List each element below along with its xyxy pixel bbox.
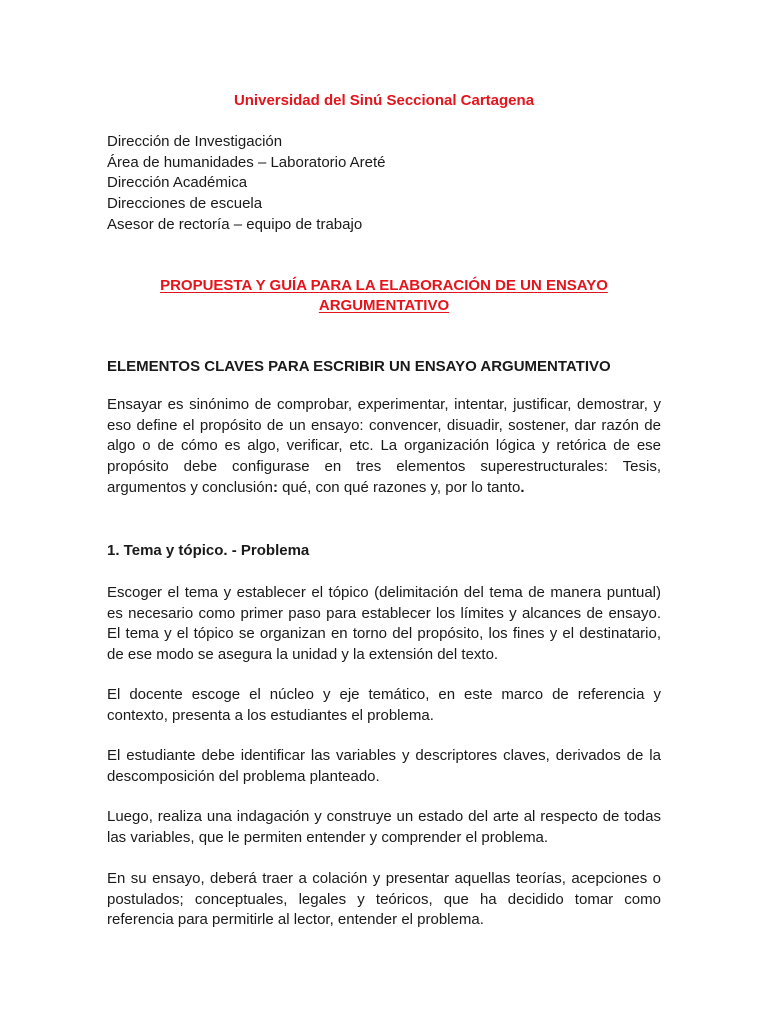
department-item: Dirección de Investigación (107, 133, 283, 150)
document-title-line-2: ARGUMENTATIVO (318, 297, 450, 314)
body-paragraph: El docente escoge el núcleo y eje temático, en este marco de referencia y contexto, presenta a los estudiantes el problema. (107, 686, 661, 724)
body-paragraph: El estudiante debe identificar las variables y descriptores claves, derivados de la descomposición del problema planteado. (107, 747, 661, 785)
document-title (0, 276, 768, 316)
intro-colon: : (272, 478, 278, 496)
intro-text-part-2: qué, con qué razones y, por lo tanto (277, 478, 521, 496)
intro-text-part-1: Ensayar es sinónimo de comprobar, experimentar, intentar, justificar, demostrar, y eso define el propósito de un ensayo: convencer, disuadir, sostener, dar razón de algo o de cómo es algo, verificar, etc. La organización lógica y retórica de ese propósito debe configurase en tres elementos superestructurales: Tesis, argumentos y conclusión (107, 396, 661, 496)
department-item: Dirección Académica (107, 174, 248, 192)
intro-paragraph (107, 395, 661, 499)
body-paragraph: En su ensayo, deberá traer a colación y presentar aquellas teorías, acepciones o postulados; conceptuales, legales y teóricos, que ha decidido tomar como referencia para permitirle al lector, entender el problema. (107, 870, 661, 929)
department-item: Direcciones de escuela (107, 195, 263, 213)
department-list (107, 132, 386, 236)
document-title-line-1: PROPUESTA Y GUÍA PARA LA ELABORACIÓN DE UN ENSAYO (160, 277, 608, 294)
body-paragraph: Luego, realiza una indagación y construye un estado del arte al respecto de todas las variables, que le permiten entender y comprender el problema. (107, 808, 661, 846)
department-item: Asesor de rectoría – equipo de trabajo (107, 215, 363, 233)
department-item: Área de humanidades – Laboratorio Areté (107, 153, 386, 171)
university-name: Universidad del Sinú Seccional Cartagena (233, 92, 535, 109)
intro-period: . (520, 478, 525, 496)
section-heading: ELEMENTOS CLAVES PARA ESCRIBIR UN ENSAYO ARGUMENTATIVO (107, 358, 611, 375)
subheading-tema-topico: 1. Tema y tópico. - Problema (107, 542, 310, 559)
body-paragraph: Escoger el tema y establecer el tópico (delimitación del tema de manera puntual) es necesario como primer paso para establecer los límites y alcances de ensayo. El tema y el tópico se organizan en torno del propósito, los fines y el destinatario, de ese modo se asegura la unidad y la extensión del texto. (107, 584, 661, 664)
